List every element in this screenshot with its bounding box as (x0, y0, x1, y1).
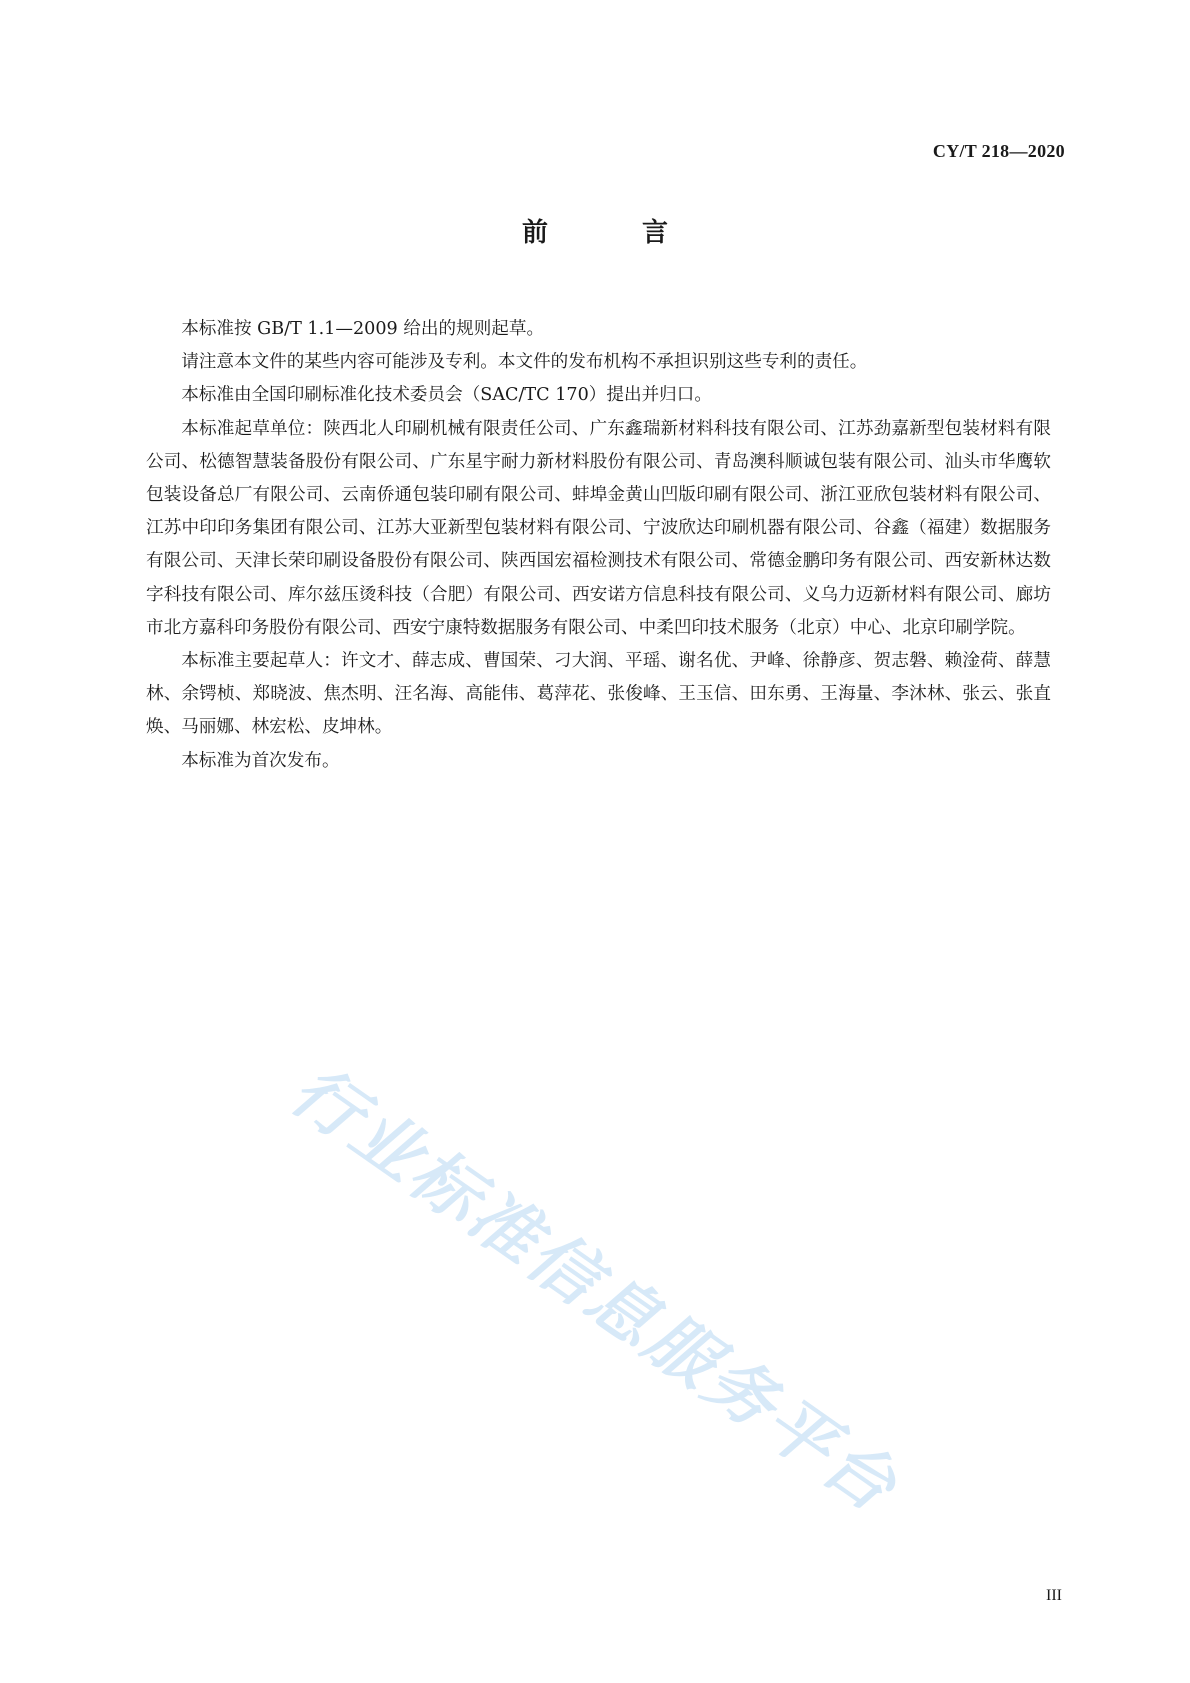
paragraph-drafting-rules: 本标准按 GB/T 1.1—2009 给出的规则起草。 (181, 319, 545, 339)
document-body (146, 313, 1051, 778)
paragraph-drafting-units: 本标准起草单位：陕西北人印刷机械有限责任公司、广东鑫瑞新材料科技有限公司、江苏劲嘉新型包装材料有限公司、松德智慧装备股份有限公司、广东星宇耐力新材料股份有限公司、青岛澳科顺诚包装有限公司、汕头市华鹰软包装设备总厂有限公司、云南侨通包装印刷有限公司、蚌埠金黄山凹版印刷有限公司、浙江亚欣包装材料有限公司、江苏中印印务集团有限公司、江苏大亚新型包装材料有限公司、宁波欣达印刷机器有限公司、谷鑫（福建）数据服务有限公司、天津长荣印刷设备股份有限公司、陕西国宏福检测技术有限公司、常德金鹏印务有限公司、西安新林达数字科技有限公司、库尔兹压烫科技（合肥）有限公司、西安诺方信息科技有限公司、义乌力迈新材料有限公司、廊坊市北方嘉科印务股份有限公司、西安宁康特数据服务有限公司、中柔凹印技术服务（北京）中心、北京印刷学院。 (146, 418, 1051, 638)
page-title: 前 言 (521, 218, 702, 248)
standard-code: CY/T 218—2020 (932, 141, 1065, 161)
watermark: 行业标准信息服务平台 (276, 1051, 913, 1529)
paragraph-first-release: 本标准为首次发布。 (181, 750, 340, 771)
page-number: III (1046, 1587, 1062, 1604)
paragraph-drafters: 本标准主要起草人：许文才、薛志成、曹国荣、刁大润、平瑶、谢名优、尹峰、徐静彦、贺志磐、赖淦荷、薛慧林、余锷桢、郑晓波、焦杰明、汪名海、高能伟、葛萍花、张俊峰、王玉信、田东勇、王海量、李沐林、张云、张直焕、马丽娜、林宏松、皮坤林。 (146, 651, 1051, 738)
paragraph-patent-notice: 请注意本文件的某些内容可能涉及专利。本文件的发布机构不承担识别这些专利的责任。 (181, 352, 868, 373)
paragraph-committee: 本标准由全国印刷标准化技术委员会（SAC/TC 170）提出并归口。 (181, 385, 712, 406)
